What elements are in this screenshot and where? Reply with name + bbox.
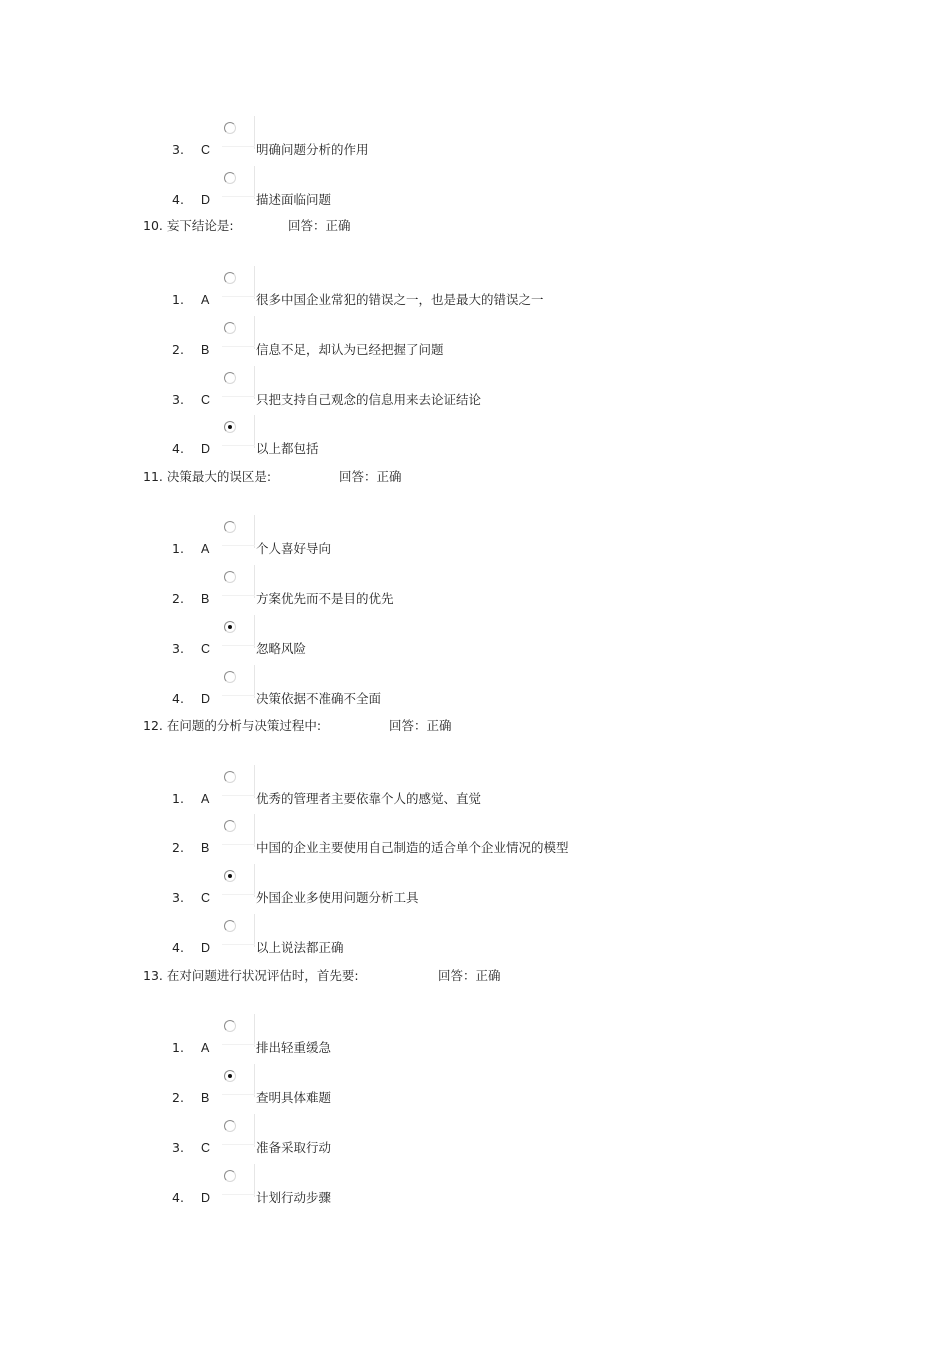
option-number: 4. xyxy=(172,192,184,207)
radio-button-frame xyxy=(222,1164,255,1197)
option-text: 只把支持自己观念的信息用来去论证结论 xyxy=(256,392,482,407)
option-text: 方案优先而不是目的优先 xyxy=(256,591,394,606)
answer-status: 回答：正确 xyxy=(438,968,501,983)
answer-status: 回答：正确 xyxy=(288,218,351,233)
option-row[interactable] xyxy=(0,390,950,440)
option-letter: C xyxy=(201,393,211,407)
option-text: 以上说法都正确 xyxy=(256,940,344,955)
option-letter: C xyxy=(201,143,211,157)
radio-button[interactable] xyxy=(224,1070,236,1082)
question-title: 12. 在问题的分析与决策过程中: xyxy=(143,718,322,733)
radio-button[interactable] xyxy=(224,671,236,683)
radio-button-frame xyxy=(222,615,255,648)
option-letter: D xyxy=(201,1191,211,1205)
option-text: 很多中国企业常犯的错误之一，也是最大的错误之一 xyxy=(256,292,544,307)
option-row[interactable] xyxy=(0,639,950,689)
radio-dot-icon xyxy=(228,425,232,429)
option-row[interactable] xyxy=(0,1088,950,1138)
option-letter: D xyxy=(201,442,211,456)
radio-button-frame xyxy=(222,316,255,349)
radio-button[interactable] xyxy=(224,521,236,533)
radio-button-frame xyxy=(222,1064,255,1097)
option-text: 以上都包括 xyxy=(256,441,319,456)
question-title: 13. 在对问题进行状况评估时，首先要: xyxy=(143,968,359,983)
option-letter: D xyxy=(201,941,211,955)
option-row[interactable] xyxy=(0,140,950,190)
radio-button-frame xyxy=(222,415,255,448)
option-number: 4. xyxy=(172,441,184,456)
option-number: 1. xyxy=(172,791,184,806)
option-text: 优秀的管理者主要依靠个人的感觉、直觉 xyxy=(256,791,482,806)
radio-button-frame xyxy=(222,366,255,399)
radio-dot-icon xyxy=(228,874,232,878)
radio-button[interactable] xyxy=(224,322,236,334)
option-letter: A xyxy=(201,792,210,806)
radio-button[interactable] xyxy=(224,1170,236,1182)
option-letter: C xyxy=(201,1141,211,1155)
radio-button[interactable] xyxy=(224,621,236,633)
option-number: 3. xyxy=(172,890,184,905)
option-letter: A xyxy=(201,1041,210,1055)
radio-button-frame xyxy=(222,515,255,548)
option-number: 3. xyxy=(172,641,184,656)
question-title: 10. 妄下结论是: xyxy=(143,218,234,233)
option-letter: B xyxy=(201,592,210,606)
option-number: 2. xyxy=(172,840,184,855)
radio-button[interactable] xyxy=(224,920,236,932)
option-row[interactable] xyxy=(0,1138,950,1188)
radio-button-frame xyxy=(222,864,255,897)
option-letter: C xyxy=(201,891,211,905)
option-text: 计划行动步骤 xyxy=(256,1190,332,1205)
radio-button-frame xyxy=(222,116,255,149)
option-number: 1. xyxy=(172,541,184,556)
answer-status: 回答：正确 xyxy=(389,718,452,733)
option-row[interactable] xyxy=(0,838,950,888)
radio-button-frame xyxy=(222,665,255,698)
option-text: 信息不足，却认为已经把握了问题 xyxy=(256,342,444,357)
radio-button[interactable] xyxy=(224,1020,236,1032)
option-text: 中国的企业主要使用自己制造的适合单个企业情况的模型 xyxy=(256,840,569,855)
radio-button-frame xyxy=(222,814,255,847)
option-letter: C xyxy=(201,642,211,656)
option-text: 描述面临问题 xyxy=(256,192,332,207)
radio-button-frame xyxy=(222,266,255,299)
option-text: 忽略风险 xyxy=(256,641,307,656)
option-text: 个人喜好导向 xyxy=(256,541,332,556)
option-number: 3. xyxy=(172,392,184,407)
radio-button[interactable] xyxy=(224,870,236,882)
option-number: 4. xyxy=(172,940,184,955)
option-letter: B xyxy=(201,343,210,357)
option-number: 3. xyxy=(172,142,184,157)
radio-button[interactable] xyxy=(224,1120,236,1132)
radio-button[interactable] xyxy=(224,421,236,433)
option-letter: A xyxy=(201,542,210,556)
radio-button[interactable] xyxy=(224,771,236,783)
radio-button[interactable] xyxy=(224,272,236,284)
option-letter: B xyxy=(201,1091,210,1105)
option-letter: D xyxy=(201,193,211,207)
option-row[interactable] xyxy=(0,589,950,639)
option-row[interactable] xyxy=(0,888,950,938)
radio-dot-icon xyxy=(228,625,232,629)
radio-button[interactable] xyxy=(224,122,236,134)
radio-button-frame xyxy=(222,565,255,598)
option-number: 2. xyxy=(172,591,184,606)
radio-button-frame xyxy=(222,166,255,199)
option-row[interactable] xyxy=(0,539,950,589)
option-row[interactable] xyxy=(0,789,950,839)
option-number: 1. xyxy=(172,292,184,307)
radio-button-frame xyxy=(222,1014,255,1047)
option-text: 查明具体难题 xyxy=(256,1090,332,1105)
radio-button-frame xyxy=(222,1114,255,1147)
option-text: 准备采取行动 xyxy=(256,1140,332,1155)
option-letter: B xyxy=(201,841,210,855)
radio-button[interactable] xyxy=(224,820,236,832)
answer-status: 回答：正确 xyxy=(339,469,402,484)
option-number: 3. xyxy=(172,1140,184,1155)
option-number: 2. xyxy=(172,1090,184,1105)
option-number: 4. xyxy=(172,1190,184,1205)
option-letter: A xyxy=(201,293,210,307)
radio-dot-icon xyxy=(228,1074,232,1078)
radio-button-frame xyxy=(222,765,255,798)
option-text: 外国企业多使用问题分析工具 xyxy=(256,890,419,905)
option-row[interactable] xyxy=(0,290,950,340)
question-title: 11. 决策最大的误区是: xyxy=(143,469,272,484)
radio-button-frame xyxy=(222,914,255,947)
option-number: 2. xyxy=(172,342,184,357)
option-row[interactable] xyxy=(0,340,950,390)
option-text: 明确问题分析的作用 xyxy=(256,142,369,157)
option-row[interactable] xyxy=(0,1038,950,1088)
option-text: 排出轻重缓急 xyxy=(256,1040,332,1055)
option-letter: D xyxy=(201,692,211,706)
radio-button[interactable] xyxy=(224,571,236,583)
option-row[interactable] xyxy=(0,1188,950,1238)
radio-button[interactable] xyxy=(224,372,236,384)
option-number: 4. xyxy=(172,691,184,706)
radio-button[interactable] xyxy=(224,172,236,184)
option-number: 1. xyxy=(172,1040,184,1055)
option-text: 决策依据不准确不全面 xyxy=(256,691,382,706)
